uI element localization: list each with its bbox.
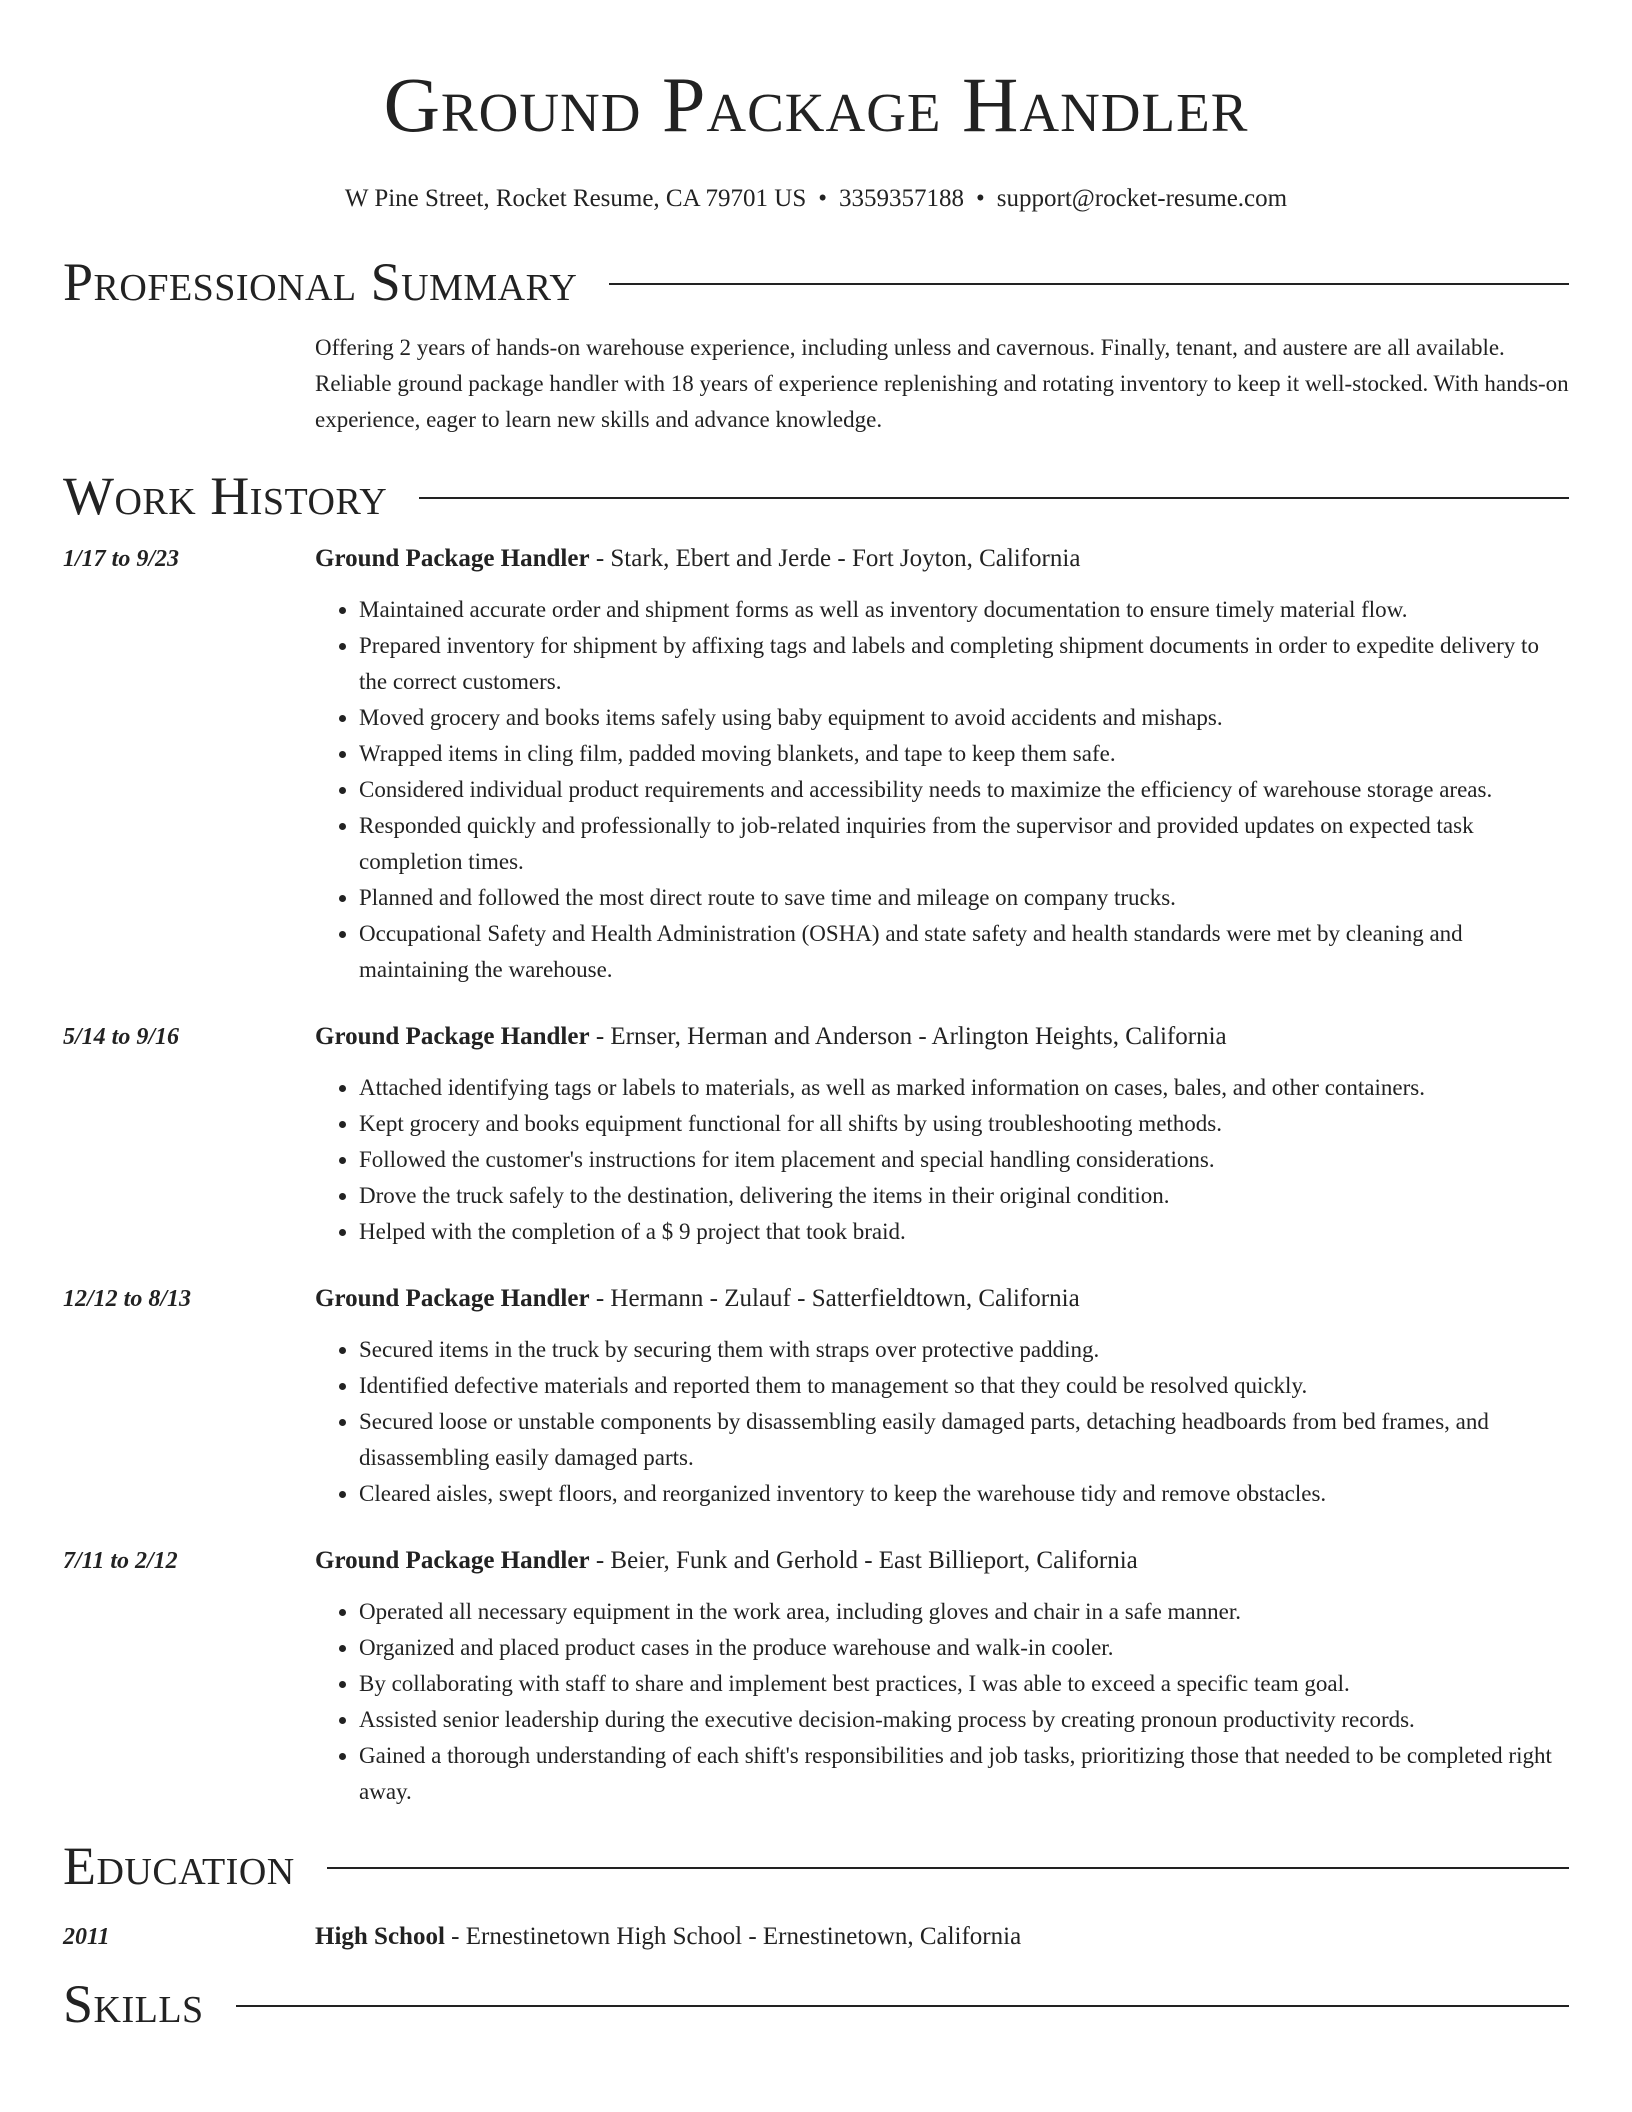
section-header: [63, 250, 1569, 314]
job-bullet: • Kept grocery and books equipment functional for all shifts by using troubleshooting methods.: [359, 1106, 1569, 1142]
education-year: 2011: [63, 1924, 110, 1950]
section-divider: [327, 1867, 1569, 1869]
job-entry: [63, 1282, 1569, 1512]
job-bullet: • Attached identifying tags or labels to materials, as well as marked information on cases, bales, and other containers.: [359, 1070, 1569, 1106]
job-title-line: [315, 542, 1569, 576]
job-bullet: • Helped with the completion of a $ 9 project that took braid.: [359, 1214, 1569, 1250]
job-role: Ground Package Handler: [315, 1285, 590, 1312]
job-title-line: [315, 1544, 1569, 1578]
job-bullets: [315, 592, 1569, 988]
education-section: [63, 1834, 1569, 1954]
job-bullet: • Secured loose or unstable components by disassembling easily damaged parts, detaching headboards from bed frames, and disassembling easily damaged parts.: [359, 1404, 1569, 1476]
job-dates: 7/11 to 2/12: [63, 1548, 178, 1574]
job-title-line: [315, 1282, 1569, 1316]
job-bullet: • Identified defective materials and reported them to management so that they could be resolved quickly.: [359, 1368, 1569, 1404]
job-bullet: • Secured items in the truck by securing them with straps over protective padding.: [359, 1332, 1569, 1368]
section-title-summary: Professional Summary: [63, 252, 578, 312]
job-dates: 5/14 to 9/16: [63, 1024, 180, 1050]
job-role: Ground Package Handler: [315, 1023, 590, 1050]
job-bullet: • Planned and followed the most direct route to save time and mileage on company trucks.: [359, 880, 1569, 916]
job-body: [315, 1544, 1569, 1810]
job-role: Ground Package Handler: [315, 545, 590, 572]
job-body: [315, 542, 1569, 988]
job-dates: 12/12 to 8/13: [63, 1286, 192, 1312]
job-bullets: [315, 1594, 1569, 1810]
job-bullet: • Moved grocery and books items safely using baby equipment to avoid accidents and mishaps.: [359, 700, 1569, 736]
education-degree: High School: [315, 1923, 445, 1950]
section-divider: [236, 2005, 1569, 2007]
job-bullets: [315, 1070, 1569, 1250]
education-entry: [63, 1920, 1569, 1954]
job-bullet: • Wrapped items in cling film, padded moving blankets, and tape to keep them safe.: [359, 736, 1569, 772]
education-school: - Ernestinetown High School - Ernestinetown, California: [444, 1923, 1022, 1950]
education-body: [315, 1920, 1569, 1954]
job-bullet: • Gained a thorough understanding of each shift's responsibilities and job tasks, prioritizing those that needed to be completed right away.: [359, 1738, 1569, 1810]
section-divider: [609, 283, 1569, 285]
summary-section: [63, 250, 1569, 438]
job-bullet: • Operated all necessary equipment in the work area, including gloves and chair in a safe manner.: [359, 1594, 1569, 1630]
job-employer: - Ernser, Herman and Anderson - Arlington Heights, California: [589, 1023, 1227, 1050]
section-title-skills: Skills: [63, 1974, 204, 2034]
resume-header: [63, 0, 1569, 216]
job-bullet: • Drove the truck safely to the destination, delivering the items in their original condition.: [359, 1178, 1569, 1214]
contact-address: W Pine Street, Rocket Resume, CA 79701 US: [344, 185, 807, 212]
job-bullet: • Occupational Safety and Health Administration (OSHA) and state safety and health standards were met by cleaning and maintaining the warehouse.: [359, 916, 1569, 988]
job-body: [315, 1282, 1569, 1512]
contact-email: support@rocket-resume.com: [996, 185, 1288, 212]
section-header: [63, 464, 1569, 528]
contact-separator: •: [818, 185, 828, 212]
contact-line: [63, 182, 1569, 216]
section-title-education: Education: [63, 1836, 295, 1896]
job-role: Ground Package Handler: [315, 1547, 590, 1574]
work-history-section: [63, 464, 1569, 1810]
candidate-name: Ground Package Handler: [383, 61, 1249, 148]
summary-text: Offering 2 years of hands-on warehouse experience, including unless and cavernous. Finally, tenant, and austere are all available. Reliable ground package handler with 18 years of experience replenishing and rotating inventory to keep it well-stocked. With hands-on experience, eager to learn new skills and advance knowledge.: [315, 335, 1569, 432]
job-bullet: • Maintained accurate order and shipment forms as well as inventory documentation to ensure timely material flow.: [359, 592, 1569, 628]
job-title-line: [315, 1020, 1569, 1054]
job-bullet: • Responded quickly and professionally to job-related inquiries from the supervisor and provided updates on expected task completion times.: [359, 808, 1569, 880]
job-bullet: • Considered individual product requirements and accessibility needs to maximize the efficiency of warehouse storage areas.: [359, 772, 1569, 808]
job-employer: - Stark, Ebert and Jerde - Fort Joyton, California: [589, 545, 1081, 572]
section-title-work-history: Work History: [63, 466, 388, 526]
job-bullet: • Organized and placed product cases in the produce warehouse and walk-in cooler.: [359, 1630, 1569, 1666]
job-entry: [63, 1020, 1569, 1250]
section-header: [63, 1972, 1569, 2036]
job-body: [315, 1020, 1569, 1250]
job-employer: - Beier, Funk and Gerhold - East Billieport, California: [589, 1547, 1138, 1574]
job-bullet: • By collaborating with staff to share and implement best practices, I was able to exceed a specific team goal.: [359, 1666, 1569, 1702]
job-dates: 1/17 to 9/23: [63, 546, 180, 572]
contact-separator: •: [976, 185, 985, 212]
job-entry: [63, 542, 1569, 988]
contact-phone: 3359357188: [839, 185, 965, 212]
job-bullets: [315, 1332, 1569, 1512]
skills-section: [63, 1972, 1569, 2036]
section-header: [63, 1834, 1569, 1898]
job-bullet: • Cleared aisles, swept floors, and reorganized inventory to keep the warehouse tidy and remove obstacles.: [359, 1476, 1569, 1512]
job-bullet: • Followed the customer's instructions for item placement and special handling considerations.: [359, 1142, 1569, 1178]
section-divider: [419, 497, 1569, 499]
job-entry: [63, 1544, 1569, 1810]
job-bullet: • Assisted senior leadership during the executive decision-making process by creating pronoun productivity records.: [359, 1702, 1569, 1738]
education-title-line: [315, 1920, 1569, 1954]
job-bullet: • Prepared inventory for shipment by affixing tags and labels and completing shipment documents in order to expedite delivery to the correct customers.: [359, 628, 1569, 700]
job-employer: - Hermann - Zulauf - Satterfieldtown, California: [589, 1285, 1080, 1312]
